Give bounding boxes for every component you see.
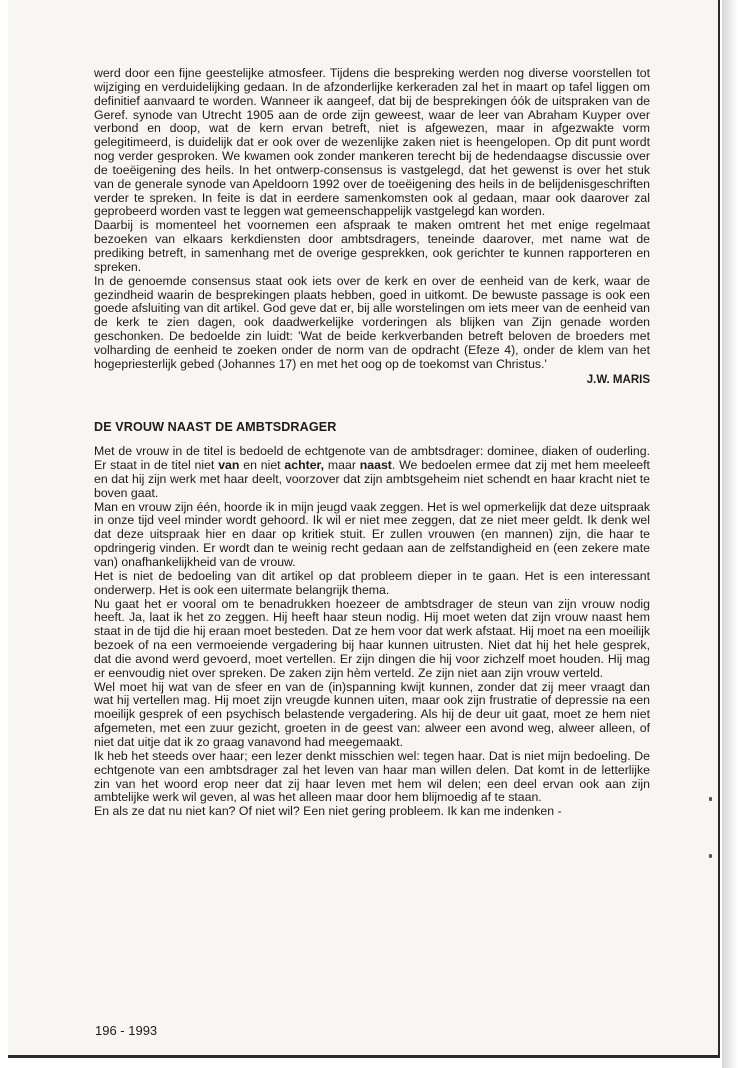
article2-paragraph: En als ze dat nu niet kan? Of niet wil? Een niet gering probleem. Ik kan me indenken -: [94, 804, 562, 819]
article2-paragraph: Het is niet de bedoeling van dit artikel op dat probleem dieper in te gaan. Het is een interessant onderwerp. Het is ook een uitermate belangrijk thema.: [94, 568, 650, 597]
intro-text: Met de vrouw in de titel is bedoeld de echtgenote van de ambtsdrager: dominee, diaken of ouderling. Er staat in de titel niet: [94, 444, 650, 473]
scanned-page: [8, 0, 720, 1058]
article2-intro-paragraph: [94, 445, 650, 500]
scan-speck: [709, 797, 712, 801]
scan-speck: [709, 854, 712, 858]
author-signature: J.W. MARIS: [586, 373, 650, 386]
article1-paragraph: Daarbij is momenteel het voornemen een afspraak te maken omtrent het met enige regelmaat bezoeken van elkaars kerkdiensten door ambtsdragers, teneinde daarover, met name wat de prediking betreft, in samenhang met de overige gesprekken, ook gerichter te kunnen rapporteren en spreken.: [94, 218, 650, 274]
emphasis-van: van: [218, 458, 240, 473]
page-content: [94, 67, 650, 819]
article2-paragraph: Wel moet hij wat van de sfeer en van de (in)spanning kwijt kunnen, zonder dat zij meer vraagt dan wat hij vertellen mag. Hij moet zijn vreugde kunnen uiten, maar ook zijn frustratie of depressie na een moeilijk gesprek of een psychisch belastende vergadering. Als hij de deur uit gaat, moet ze hem niet afgemeten, met een zuur gezicht, groeten in de geest van: alweer een avond weg, alweer alleen, of niet dat uitje dat ik zo graag vanavond had meegemaakt.: [94, 679, 650, 749]
page-number: 196 - 1993: [95, 1023, 158, 1038]
intro-text: . We bedoelen ermee dat zij met hem meeleeft en dat hij zijn werk met haar deelt, voorzover dat zijn ambtsgeheim niet schendt en haar kracht niet te boven gaat.: [94, 458, 650, 500]
article2-paragraph: Ik heb het steeds over haar; een lezer denkt misschien wel: tegen haar. Dat is niet mijn bedoeling. De echtgenote van een ambtsdrager zal het leven van haar man willen delen. Dat komt in de letterlijke zin van het woord erop neer dat zij haar leven met hem wil delen; een deel ervan ook aan zijn ambtelijke werk wil geven, al was het alleen maar door hem blijmoedig af te staan.: [94, 748, 650, 805]
article2-paragraph: Nu gaat het er vooral om te benadrukken hoezeer de ambtsdrager de steun van zijn vrouw nodig heeft. Ja, laat ik het zo zeggen. Hij heeft haar steun nodig. Hij moet weten dat zijn vrouw naast hem staat in de tijd die hij eraan moet besteden. Dat ze hem voor dat werk afstaat. Hij moet na een moeilijk bezoek of na een vermoeiende vergadering bij haar kunnen uitrusten. Niet dat hij het hele gesprek, dat die avond werd gevoerd, moet vertellen. Er zijn dingen die hij voor zichzelf moet houden. Hij mag er eenvoudig niet over spreken. De zaken zijn hèm verteld. Ze zijn niet aan zijn vrouw verteld.: [94, 596, 650, 680]
intro-text: maar: [324, 458, 360, 473]
page-edge-shadow: [722, 0, 738, 1068]
emphasis-naast: naast: [359, 458, 392, 473]
article1-paragraph: werd door een fijne geestelijke atmosfeer. Tijdens die bespreking werden nog diverse voorstellen tot wijziging en verduidelijking gedaan. In de afzonderlijke kerkeraden zal het in maart op tafel liggen om definitief aanvaard te worden. Wanneer ik aangeef, dat bij de besprekingen óók de uitspraken van de Geref. synode van Utrecht 1905 aan de orde zijn geweest, waar de leer van Abraham Kuyper over verbond en doop, wat de kern ervan betreft, niet is afgewezen, maar in afgezwakte vorm gelegitimeerd, is duidelijk dat er ook over de wezenlijke zaken niet is heengelopen. Op dit punt wordt nog verder gesproken. We kwamen ook zonder mankeren terecht bij de hedendaagse discussie over de toeëigening des heils. In het ontwerp-consensus is vastgelegd, dat het gewenst is over het stuk van de generale synode van Apeldoorn 1992 over de toeëigening des heils in de belijdenisgeschriften verder te spreken. In feite is dat in eerdere samenkomsten ook al gedaan, maar ook daarover zal geprobeerd worden vast te leggen wat gemeenschappelijk vastgelegd kan worden.: [94, 66, 650, 219]
intro-text: en niet: [239, 458, 285, 473]
emphasis-achter: achter,: [284, 458, 325, 473]
article1-paragraph: In de genoemde consensus staat ook iets over de kerk en over de eenheid van de kerk, waar de gezindheid waarin de besprekingen plaats hebben, goed in uitkomt. De bewuste passage is ook een goede afsluiting van dit artikel. God geve dat er, bij alle worstelingen om iets meer van de eenheid van de kerk te zien dagen, ook daadwerkelijke vorderingen als blijken van Zijn genade worden geschonken. De bedoelde zin luidt: 'Wat de beide kerkverbanden betreft beloven de broeders met volharding de eenheid te zoeken onder de norm van de opdracht (Efeze 4), onder de klem van het hogepriesterlijk gebed (Johannes 17) en met het oog op de toekomst van Christus.': [94, 273, 650, 371]
article-heading: DE VROUW NAAST DE AMBTSDRAGER: [94, 420, 337, 435]
article2-paragraph: Man en vrouw zijn één, hoorde ik in mijn jeugd vaak zeggen. Het is wel opmerkelijk dat deze uitspraak in onze tijd veel minder wordt gehoord. Ik wil er niet mee zeggen, dat ze niet meer geldt. Ik denk wel dat deze uitspraak hier en daar op kritiek stuit. Er zullen vrouwen (en mannen) zijn, die haar te opdringerig vinden. Er wordt dan te weinig recht gedaan aan de zelfstandigheid en (een zekere mate van) onafhankelijkheid van de vrouw.: [94, 499, 650, 569]
